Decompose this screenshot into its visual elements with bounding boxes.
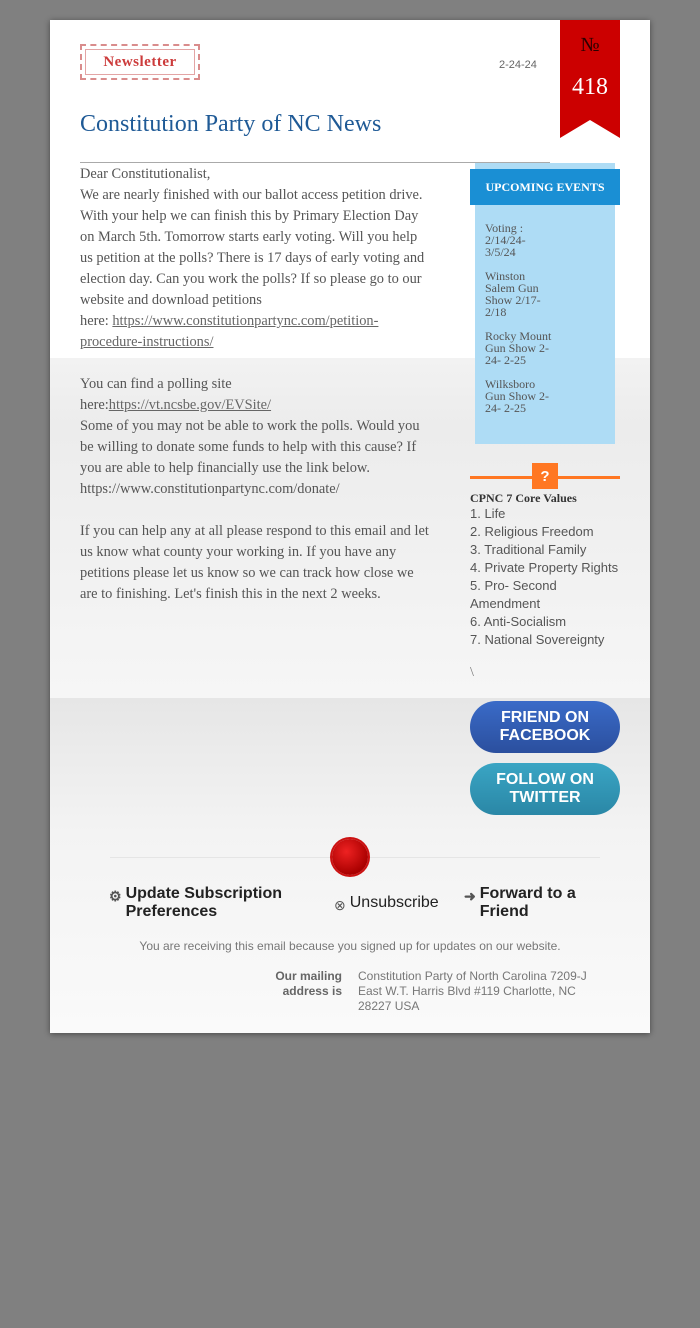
petition-line: [80, 311, 430, 353]
issue-number: 418: [572, 74, 608, 100]
event-item: Rocky Mount Gun Show 2-24- 2-25: [485, 329, 552, 367]
page-title: Constitution Party of NC News: [80, 111, 382, 137]
address-label: Our mailing address is: [275, 969, 342, 998]
petition-link[interactable]: https://www.constitutionpartync.com/petition-procedure-instructions/: [80, 313, 379, 350]
unsubscribe-label: Unsubscribe: [349, 894, 439, 911]
donate-link: https://www.constitutionpartync.com/donate/: [80, 481, 340, 497]
polling-line: [80, 395, 430, 416]
forward-link[interactable]: [464, 885, 590, 921]
greeting: Dear Constitutionalist,: [80, 166, 211, 182]
subscription-note: You are receiving this email because you signed up for updates on our website.: [139, 939, 561, 953]
newsletter-stamp: [80, 44, 200, 80]
twitter-button[interactable]: FOLLOW ON TWITTER: [470, 763, 620, 815]
question-icon: ?: [532, 463, 558, 489]
facebook-button[interactable]: FRIEND ON FACEBOOK: [470, 701, 620, 753]
core-values-list: [470, 505, 625, 649]
paragraph-petition: We are nearly finished with our ballot access petition drive. With your help we can finish this by Primary Election Day on March 5th. Tomorrow starts early voting. Will you help us petition at the polls? There is 17 days of early voting and election day. Can you work the polls? If so please go to our website and download petitions: [80, 187, 425, 308]
events-title: UPCOMING EVENTS: [470, 169, 620, 205]
issue-prefix: №: [580, 34, 600, 56]
issue-ribbon: [560, 20, 620, 138]
forward-label: Forward to a Friend: [479, 885, 576, 920]
main-content: [80, 164, 430, 605]
paragraph-respond: If you can help any at all please respond to this email and let us know what county your working in. If you have any petitions please let us know so we can track how close we are to finishing. Let's finish this in the next 2 weeks.: [80, 523, 429, 602]
newsletter-card: [50, 20, 650, 1033]
stamp-label: Newsletter: [103, 53, 177, 70]
update-preferences-label: Update Subscription Preferences: [125, 885, 283, 920]
issue-date: 2-24-24: [499, 59, 537, 71]
core-value-item: 6. Anti-Socialism: [470, 614, 567, 629]
core-value-item: 1. Life: [470, 506, 506, 521]
core-value-item: 4. Private Property Rights: [470, 560, 619, 575]
gear-icon: ⚙: [109, 888, 122, 904]
core-value-item: 5. Pro- Second: [470, 578, 557, 593]
stamp-border: [85, 49, 195, 75]
spacer: [80, 353, 430, 374]
arrow-right-icon: ➜: [464, 888, 476, 904]
core-value-item: Amendment: [470, 596, 541, 611]
stray-backslash: \: [470, 665, 474, 680]
event-item: Wilksboro Gun Show 2-24- 2-25: [485, 377, 550, 415]
close-circle-icon: ⊗: [334, 897, 346, 913]
event-item: Winston Salem Gun Show 2/17-2/18: [485, 269, 541, 319]
core-value-item: 2. Religious Freedom: [470, 524, 594, 539]
unsubscribe-link[interactable]: [334, 894, 439, 914]
spacer: [80, 500, 430, 521]
polling-intro: You can find a polling site: [80, 376, 232, 392]
core-value-item: 7. National Sovereignty: [470, 632, 605, 647]
core-value-item: 3. Traditional Family: [470, 542, 587, 557]
polling-prefix: here:: [80, 397, 109, 413]
paragraph-donate: Some of you may not be able to work the polls. Would you be willing to donate some funds to help with this cause? If you are able to help financially use the link below.: [80, 418, 420, 476]
petition-prefix: here:: [80, 313, 113, 329]
event-item: Voting : 2/14/24-3/5/24: [485, 221, 526, 259]
core-values-title: CPNC 7 Core Values: [470, 491, 577, 505]
mailing-address: Constitution Party of North Carolina 7209-J East W.T. Harris Blvd #119 Charlotte, NC 28227 USA: [358, 969, 587, 1013]
seal-icon: [332, 839, 368, 875]
polling-link[interactable]: https://vt.ncsbe.gov/EVSite/: [108, 397, 272, 413]
update-preferences-link[interactable]: [109, 885, 296, 921]
